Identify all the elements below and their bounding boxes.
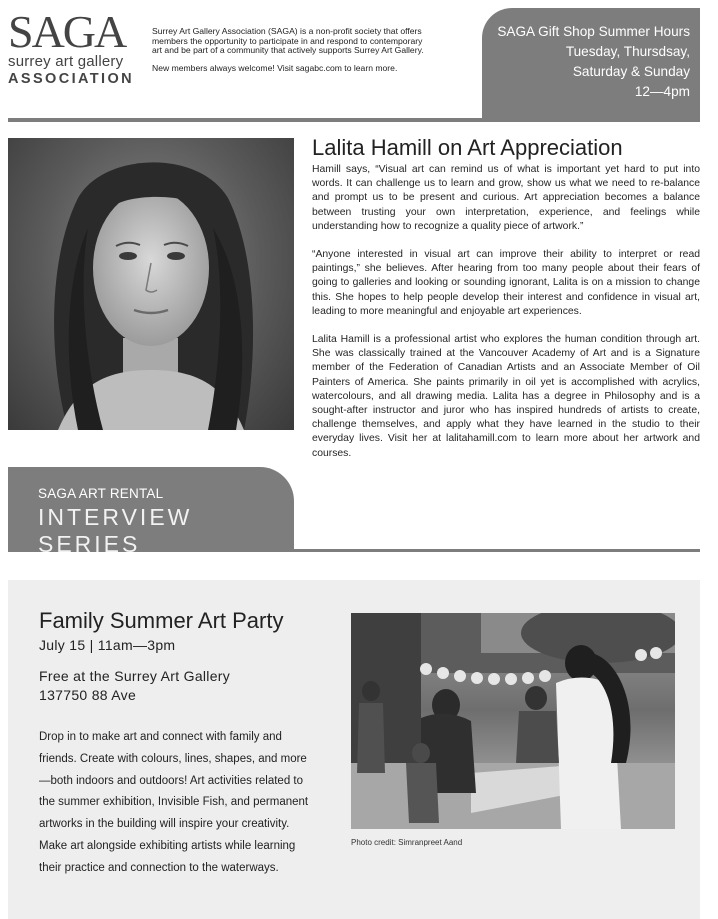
interview-series-banner [8, 467, 294, 557]
venue-name: Free at the Surrey Art Gallery [39, 668, 231, 684]
logo-association: ASSOCIATION [8, 71, 135, 87]
header-divider [8, 118, 700, 122]
intro-membership: New members always welcome! Visit sagabc.com to learn more. [152, 62, 398, 73]
party-title: Family Summer Art Party [39, 608, 284, 633]
series-title: INTERVIEW SERIES [38, 504, 193, 557]
saga-intro [152, 27, 424, 73]
article-paragraph-3: Lalita Hamill is a professional artist who explores the human condition through art. She was classically trained at the Vancouver Academy of Art and is a Signature member of the Federation of Canadian Artists and an Associate Member of Oil Painters of America. She paints primarily in oil yet is accomplished with acrylics, watercolours, and all drawing media. Lalita has a degree in Philosophy and is a sought-after instructor and juror who has inspired hundreds of artists to create, challenge themselves, and apply what they have learned in the studio to their everyday lives. Visit her at lalitahamill.com to learn more about her artwork and courses. [312, 334, 700, 459]
family-art-party-section [8, 580, 700, 919]
hours-days-line1: Tuesday, Thursdsay, [565, 44, 690, 59]
event-photo [351, 613, 675, 829]
article-title: Lalita Hamill on Art Appreciation [312, 135, 623, 160]
portrait-photo [8, 138, 294, 430]
article-paragraph-2: “Anyone interested in visual art can improve their ability to interpret or read paintings,” she believes. After hearing from too many people about their fears of going to galleries and looking or sounding ignorant, Lalita is on a mission to change this. She hopes to help people develop their interest and confidence in visual art, leading to more meaningful and enjoyable art experiences. [312, 249, 700, 317]
saga-logo [8, 6, 138, 88]
party-details [39, 607, 309, 880]
series-label: SAGA ART RENTAL [38, 486, 164, 501]
party-description: Drop in to make art and connect with family and friends. Create with colours, lines, shapes, and more—both indoors and outdoors! Art activities related to the summer exhibition, Invisible Fish, and permanent artworks in the building will inspire your creativity. Make art alongside exhibiting artists while learning their practice and connection to the waterways. [39, 731, 309, 874]
party-date: July 15 | 11am—3pm [39, 637, 176, 653]
intro-description: Surrey Art Gallery Association (SAGA) is a non-profit society that offers members the opportunity to participate in and respond to contemporary art and be part of a community that actively supports Surrey Art Gallery. [152, 26, 424, 56]
photo-credit: Photo credit: Simranpreet Aand [351, 838, 463, 847]
hours-time: 12—4pm [634, 84, 690, 99]
interview-article [312, 134, 700, 475]
event-photo-illustration [351, 613, 675, 829]
article-divider [294, 549, 700, 552]
hours-days-line2: Saturday & Sunday [572, 64, 690, 79]
logo-wordmark: SAGA [8, 6, 126, 57]
gift-shop-hours-box [482, 8, 700, 118]
party-venue [39, 667, 309, 705]
logo-subtitle: surrey art gallery [8, 53, 124, 70]
portrait-illustration [8, 138, 294, 430]
hours-title: SAGA Gift Shop Summer Hours [497, 24, 690, 39]
article-paragraph-1: Hamill says, “Visual art can remind us of what is important yet hard to put into words. It can challenge us to learn and grow, show us what we need to re-balance and prompt us to be present and curious. Art appreciation becomes a balance between trusting your own interpretation, experience, and feelings while understanding how to recognize a quality piece of artwork.” [312, 164, 700, 232]
venue-address: 137750 88 Ave [39, 687, 137, 703]
